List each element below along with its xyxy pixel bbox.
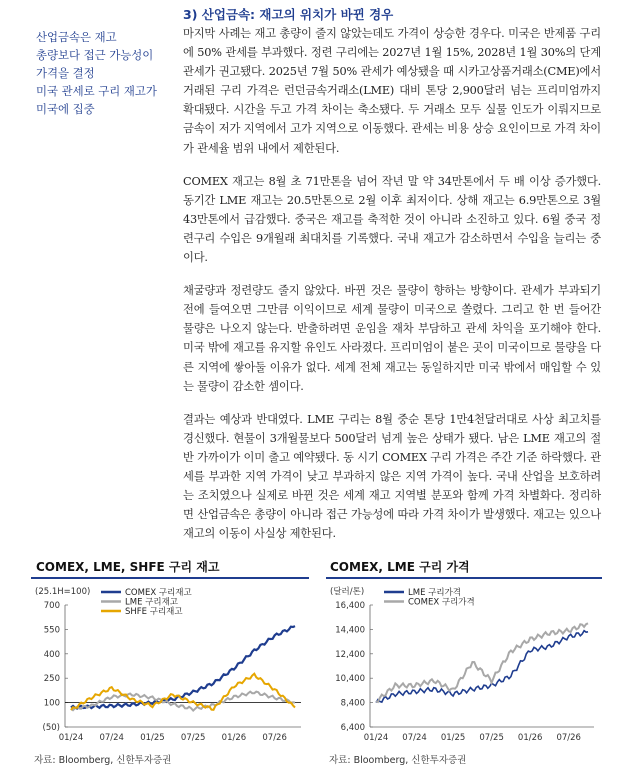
chart-2-title-rule [326, 577, 602, 579]
y-tick-label: (50) [42, 723, 60, 733]
y-tick-label: 100 [43, 698, 60, 709]
y-tick-label: 6,400 [340, 723, 365, 733]
legend-label: LME 구리가격 [408, 588, 461, 598]
y-tick-label: 16,400 [335, 601, 365, 611]
x-tick-label: 01/25 [140, 733, 165, 743]
side-note-line: 가격을 결정 [36, 66, 95, 80]
legend-label: LME 구리재고 [125, 597, 178, 608]
side-note [36, 28, 176, 118]
paragraph: COMEX 재고는 8월 초 71만톤을 넘어 작년 말 약 34만톤에서 두 배 이상 증가했다. 동기간 LME 재고는 20.5만톤으로 2월 이후 최저이다. 상해 재고는 6.9만톤으로 3월 43만톤에서 급감했다. 중국은 재고를 축적한 것이 아니라 소진하고 있다. 6월 중국 정련구리 수입은 9개월래 최대치를 기록했다. 국내 재고가 감소하면서 수입을 늘리는 중이다. [183, 174, 601, 265]
legend-label: COMEX 구리가격 [408, 597, 475, 608]
y-tick-label: 12,400 [335, 649, 365, 660]
y-tick-label: 8,400 [340, 698, 365, 709]
x-tick-label: 07/26 [262, 733, 287, 743]
y-tick-label: 10,400 [335, 674, 365, 685]
y-tick-label: 550 [43, 625, 60, 636]
x-tick-label: 07/25 [479, 733, 504, 743]
chart-2-source: 자료: Bloomberg, 신한투자증권 [329, 755, 467, 766]
paragraph: 채굴량과 정련량도 줄지 않았다. 바뀐 것은 물량이 향하는 방향이다. 관세가 부과되기 전에 들여오면 그만큼 이익이므로 세계 물량이 미국으로 쏠렸다. 그리고 한 번 들어간 물량은 나오지 않는다. 반출하려면 운임을 재차 부담하고 관세 차익을 포기해야 한다. 미국 밖에 재고를 유지할 유인도 사라졌다. 프리미엄이 붙은 곳이 미국이므로 물량을 다른 지역에 쌓아둘 이유가 없다. 세계 전체 재고는 동일하지만 미국 밖에서 매입할 수 있는 물량이 감소한 셈이다. [183, 284, 601, 393]
chart-1-title-rule [31, 577, 309, 579]
series-line-2 [376, 623, 588, 702]
chart-1-title: COMEX, LME, SHFE 구리 재고 [36, 560, 220, 574]
side-note-line: 총량보다 접근 가능성이 [36, 48, 154, 62]
side-note-line: 미국에 집중 [36, 102, 95, 116]
series-line-2 [71, 692, 295, 711]
side-note-line: 미국 관세로 구리 재고가 [36, 84, 157, 98]
y-tick-label: 400 [43, 649, 60, 660]
legend-label: COMEX 구리재고 [125, 588, 192, 598]
x-tick-label: 01/24 [58, 733, 84, 743]
y-tick-label: 250 [43, 674, 60, 685]
legend-label: SHFE 구리재고 [125, 607, 183, 617]
chart-1 [31, 581, 309, 749]
x-tick-label: 01/24 [363, 733, 389, 743]
y-tick-label: 14,400 [335, 625, 365, 636]
body-text [183, 24, 601, 557]
series-line-1 [376, 631, 588, 703]
x-tick-label: 07/25 [180, 733, 206, 743]
side-note-line: 산업금속은 재고 [36, 30, 117, 44]
y-tick-label: 700 [43, 601, 60, 611]
unit-label: (25.1H=100) [35, 587, 91, 597]
series-line-1 [71, 626, 295, 709]
chart-1-source: 자료: Bloomberg, 신한투자증권 [34, 755, 172, 766]
chart-2 [326, 581, 602, 749]
paragraph: 결과는 예상과 반대였다. LME 구리는 8월 중순 톤당 1만4천달러대로 사상 최고치를 경신했다. 현물이 3개월물보다 500달러 넘게 높은 상태가 됐다. 남은 LME 재고의 절반 가까이가 이미 출고 예약됐다. 동 시기 COMEX 구리 가격은 주간 기준 하락했다. 관세를 부과한 지역 가격이 낮고 부과하지 않은 지역 가격이 높다. 국내 산업을 보호하려는 조치였으나 실제로 바뀐 것은 세계 재고 지역별 분포와 함께 가격 차별화다. 정리하면 산업금속은 총량이 아니라 접근 가능성에 따라 가격 차이가 발생했다. 재고는 있으나 재고의 이동이 사실상 제한된다. [183, 412, 601, 541]
section-title: 3) 산업금속: 재고의 위치가 바뀐 경우 [183, 7, 394, 22]
x-tick-label: 07/24 [402, 733, 427, 743]
x-tick-label: 07/24 [99, 733, 124, 743]
x-tick-label: 01/25 [440, 733, 466, 743]
chart-2-title: COMEX, LME 구리 가격 [330, 560, 470, 574]
paragraph: 마지막 사례는 재고 총량이 줄지 않았는데도 가격이 상승한 경우다. 미국은 반제품 구리에 50% 관세를 부과했다. 정련 구리에는 2027년 1월 15%, 2028년 1월 30%의 단계 관세가 권고됐다. 2025년 7월 50% 관세가 예상됐을 때 시카고상품거래소(CME)에서 거래된 구리 가격은 런던금속거래소(LME) 대비 톤당 2,900달러 넘는 프리미엄까지 확대됐다. 시간을 두고 가격 차이는 축소됐다. 두 거래소 모두 실물 인도가 이뤄지므로 금속이 저가 지역에서 고가 지역으로 이동했다. 관세는 비용 상승 요인이므로 가격 차이가 관세율 범위 내에서 제한된다. [183, 27, 601, 155]
x-tick-label: 07/26 [556, 733, 581, 743]
x-tick-label: 01/26 [517, 733, 543, 743]
unit-label: (달러/톤) [330, 587, 365, 597]
x-tick-label: 01/26 [221, 733, 247, 743]
